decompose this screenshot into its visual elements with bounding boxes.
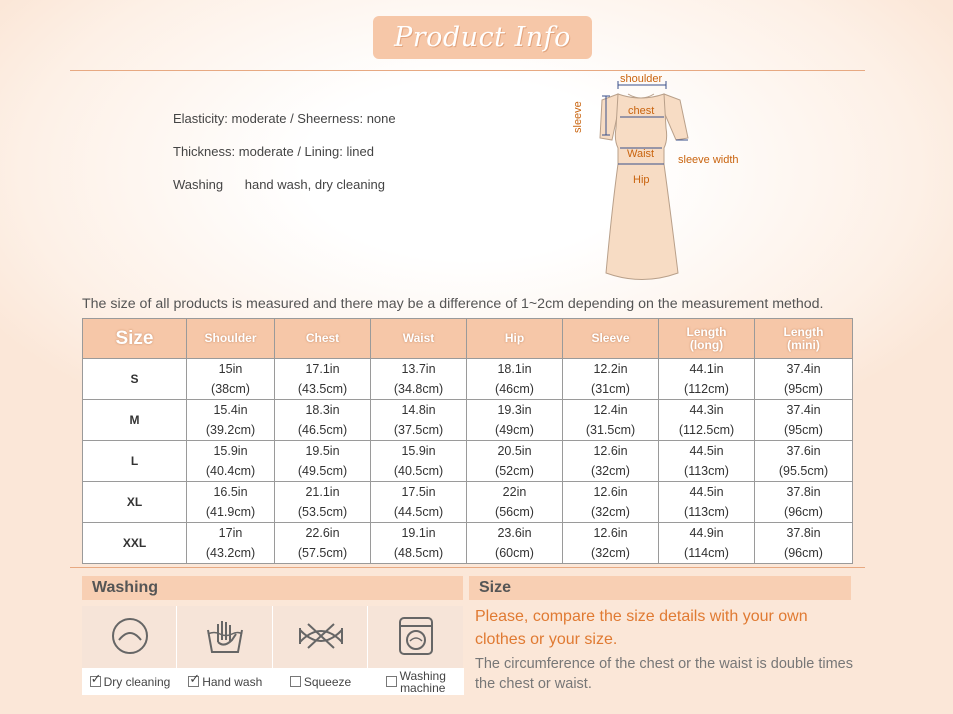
size-cell: L [83,441,187,482]
dress-illustration [600,94,688,280]
washing-machine-checkbox [386,676,397,687]
value-cell: 15.4in (39.2cm) [187,400,275,441]
header-length-long [659,319,755,359]
value-cell: 19.3in (49cm) [467,400,563,441]
diagram-label-hip: Hip [633,174,650,186]
table-row [83,441,853,482]
washing-line [173,177,385,192]
lining-value: lined [346,144,374,159]
value-cell: 17.1in (43.5cm) [275,359,371,400]
value-cell: 37.8in (96cm) [755,523,853,564]
value-cell: 17.5in (44.5cm) [371,482,467,523]
diagram-label-sleeve: sleeve [572,101,584,133]
dry-cleaning-checkbox [90,676,101,687]
table-row [83,523,853,564]
size-cell: M [83,400,187,441]
dry-cleaning-icon [105,616,155,656]
sheerness-value: none [366,111,396,126]
value-cell: 44.1in (112cm) [659,359,755,400]
size-cell: S [83,359,187,400]
wash-label-dry-cleaning [82,668,178,695]
sheerness-label: / Sheerness: [290,111,364,126]
diagram-label-sleeve-width: sleeve width [678,154,739,166]
value-cell: 13.7in (34.8cm) [371,359,467,400]
header-hip: Hip [467,319,563,359]
hand-wash-icon [200,616,250,656]
diagram-label-shoulder: shoulder [620,73,663,85]
table-row [83,400,853,441]
size-table [82,318,853,564]
header-shoulder: Shoulder [187,319,275,359]
size-highlight-text: Please, compare the size details with your own clothes or your size. [475,608,808,648]
size-heading: Size [469,576,851,600]
measurement-note: The size of all products is measured and there may be a difference of 1~2cm depending on the measurement method. [82,296,824,312]
dress-diagram [560,68,770,288]
elasticity-label: Elasticity: [173,111,228,126]
divider-middle [70,567,865,568]
value-cell: 17in (43.2cm) [187,523,275,564]
value-cell: 37.4in (95cm) [755,400,853,441]
wash-item-squeeze [273,606,368,695]
header-sleeve: Sleeve [563,319,659,359]
value-cell: 37.6in (95.5cm) [755,441,853,482]
value-cell: 12.4in (31.5cm) [563,400,659,441]
header-chest: Chest [275,319,371,359]
value-cell: 19.1in (48.5cm) [371,523,467,564]
value-cell: 15.9in (40.4cm) [187,441,275,482]
value-cell: 12.6in (32cm) [563,523,659,564]
header-length-long-line1: Length [686,324,727,339]
thickness-value: moderate [238,144,294,159]
value-cell: 12.6in (32cm) [563,441,659,482]
elasticity-line [173,111,396,126]
size-cell: XXL [83,523,187,564]
elasticity-value: moderate [231,111,287,126]
value-cell: 22in (56cm) [467,482,563,523]
header-length-mini [755,319,853,359]
size-cell: XL [83,482,187,523]
wash-item-washing-machine [368,606,463,695]
value-cell: 20.5in (52cm) [467,441,563,482]
value-cell: 14.8in (37.5cm) [371,400,467,441]
header-length-long-line2: (long) [689,337,724,352]
value-cell: 16.5in (41.9cm) [187,482,275,523]
wash-item-dry-cleaning [82,606,177,695]
value-cell: 12.2in (31cm) [563,359,659,400]
value-cell: 44.5in (113cm) [659,482,755,523]
table-header-row [83,319,853,359]
hand-wash-checkbox [188,676,199,687]
washing-heading: Washing [82,576,463,600]
header-size: Size [83,319,187,359]
value-cell: 19.5in (49.5cm) [275,441,371,482]
value-cell: 23.6in (60cm) [467,523,563,564]
page-title-text: Product Info [394,22,571,53]
wash-label-hand-wash [177,668,273,695]
squeeze-text: Squeeze [303,674,352,689]
table-row [83,482,853,523]
wash-label-squeeze [273,668,369,695]
lining-label: / Lining: [297,144,343,159]
value-cell: 18.3in (46.5cm) [275,400,371,441]
washing-machine-text: Washing machine [399,668,446,695]
washing-value: hand wash, dry cleaning [244,177,385,192]
table-row [83,359,853,400]
value-cell: 44.9in (114cm) [659,523,755,564]
thickness-label: Thickness: [173,144,236,159]
value-cell: 18.1in (46cm) [467,359,563,400]
value-cell: 22.6in (57.5cm) [275,523,371,564]
squeeze-checkbox [290,676,301,687]
size-explanation-text: The circumference of the chest or the waist is double times the chest or waist. [475,656,853,692]
value-cell: 21.1in (53.5cm) [275,482,371,523]
diagram-label-waist: Waist [627,148,655,160]
header-length-mini-line1: Length [783,324,824,339]
squeeze-icon [296,616,346,656]
value-cell: 37.4in (95cm) [755,359,853,400]
washing-machine-icon [391,616,441,656]
dry-cleaning-text: Dry cleaning [103,674,171,689]
value-cell: 12.6in (32cm) [563,482,659,523]
value-cell: 15.9in (40.5cm) [371,441,467,482]
hand-wash-text: Hand wash [202,674,263,689]
wash-label-washing-machine [368,668,464,695]
wash-item-hand-wash [177,606,272,695]
washing-icons-grid [82,606,463,695]
value-cell: 44.3in (112.5cm) [659,400,755,441]
value-cell: 15in (38cm) [187,359,275,400]
header-length-mini-line2: (mini) [787,337,820,352]
washing-label: Washing [173,177,224,192]
value-cell: 37.8in (96cm) [755,482,853,523]
page-title [373,16,592,59]
header-waist: Waist [371,319,467,359]
thickness-line [173,144,374,159]
value-cell: 44.5in (113cm) [659,441,755,482]
diagram-label-chest: chest [628,105,655,117]
